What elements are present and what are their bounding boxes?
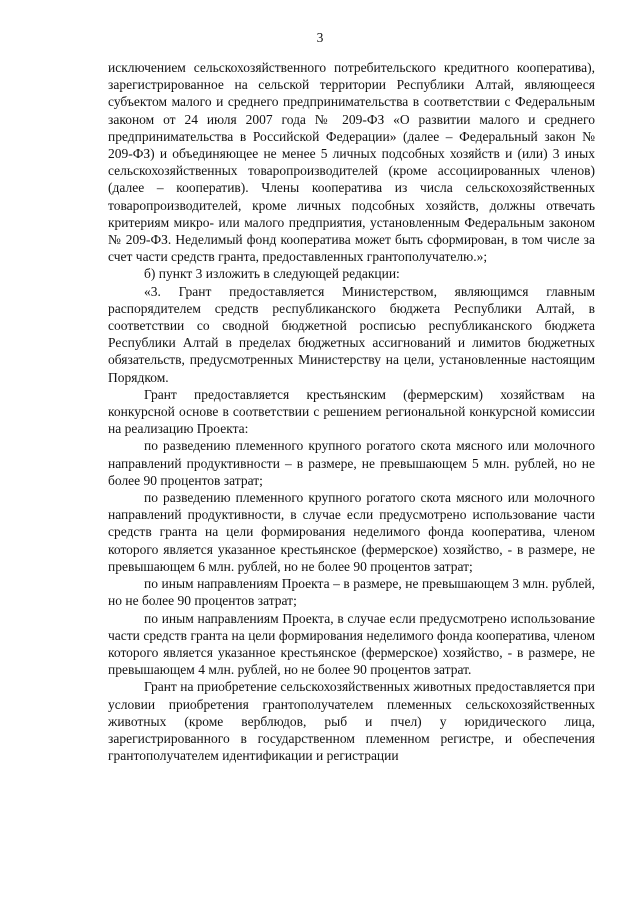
paragraph-cattle-breeding: по разведению племенного крупного рогатого скота мясного или молочного направлений продуктивности – в размере, не превышающем 5 млн. рублей, но не более 90 процентов затрат;: [108, 438, 595, 488]
paragraph-other-directions: по иным направлениям Проекта – в размере, не превышающем 3 млн. рублей, но не более 90 процентов затрат;: [108, 576, 595, 609]
paragraph-cattle-breeding-cooperative: по разведению племенного крупного рогатого скота мясного или молочного направлений продуктивности, в случае если предусмотрено использование части средств гранта на цели формирования неделимого фонда кооператива, членом которого является указанное крестьянское (фермерское) хозяйство, - в размере, не превышающем 6 млн. рублей, но не более 90 процентов затрат;: [108, 490, 595, 574]
paragraph-other-directions-cooperative: по иным направлениям Проекта, в случае если предусмотрено использование части средств гранта на цели формирования неделимого фонда кооператива, членом которого является указанное крестьянское (фермерское) хозяйство, - в размере, не превышающем 4 млн. рублей, но не более 90 процентов затрат.: [108, 610, 595, 678]
page-number: 3: [316, 30, 324, 45]
paragraph-point-3: «3. Грант предоставляется Министерством, являющимся главным распорядителем средств республиканского бюджета Республики Алтай, в соответствии со сводной бюджетной росписью республиканского бюджета Республики Алтай в пределах бюджетных ассигнований и лимитов бюджетных обязательств, предусмотренных Министерству на цели, установленные настоящим Порядком.: [108, 283, 595, 385]
paragraph-cooperative-definition: исключением сельскохозяйственного потребительского кредитного кооператива), зарегистрированное на сельской территории Республики Алтай, являющееся субъектом малого и среднего предпринимательства в соответствии с Федеральным законом от 24 июля 2007 года № 209-ФЗ «О развитии малого и среднего предпринимательства в Российской Федерации» (далее – Федеральный закон № 209-ФЗ) и объединяющее не менее 5 личных подсобных хозяйств и (или) 3 иных сельскохозяйственных товаропроизводителей (кроме ассоциированных членов) (далее – кооператив). Члены кооператива из числа сельскохозяйственных товаропроизводителей, кроме личных подсобных хозяйств, должны отвечать критериям микро- или малого предприятия, установленным Федеральным законом № 209-ФЗ. Неделимый фонд кооператива может быть сформирован, в том числе за счет части средств гранта, предоставленных грантополучателю.»;: [108, 60, 595, 265]
document-body: [108, 59, 595, 764]
paragraph-animal-purchase: Грант на приобретение сельскохозяйственных животных предоставляется при условии приобретения грантополучателем племенных сельскохозяйственных животных (кроме верблюдов, рыб и пчел) у юридического лица, зарегистрированного в государственном племенном регистре, и обеспечения грантополучателем идентификации и регистрации: [108, 679, 595, 764]
paragraph-item-b: б) пункт 3 изложить в следующей редакции:: [144, 266, 400, 282]
paragraph-grant-provision: Грант предоставляется крестьянским (фермерским) хозяйствам на конкурсной основе в соответствии с решением региональной конкурсной комиссии на реализацию Проекта:: [108, 386, 595, 437]
